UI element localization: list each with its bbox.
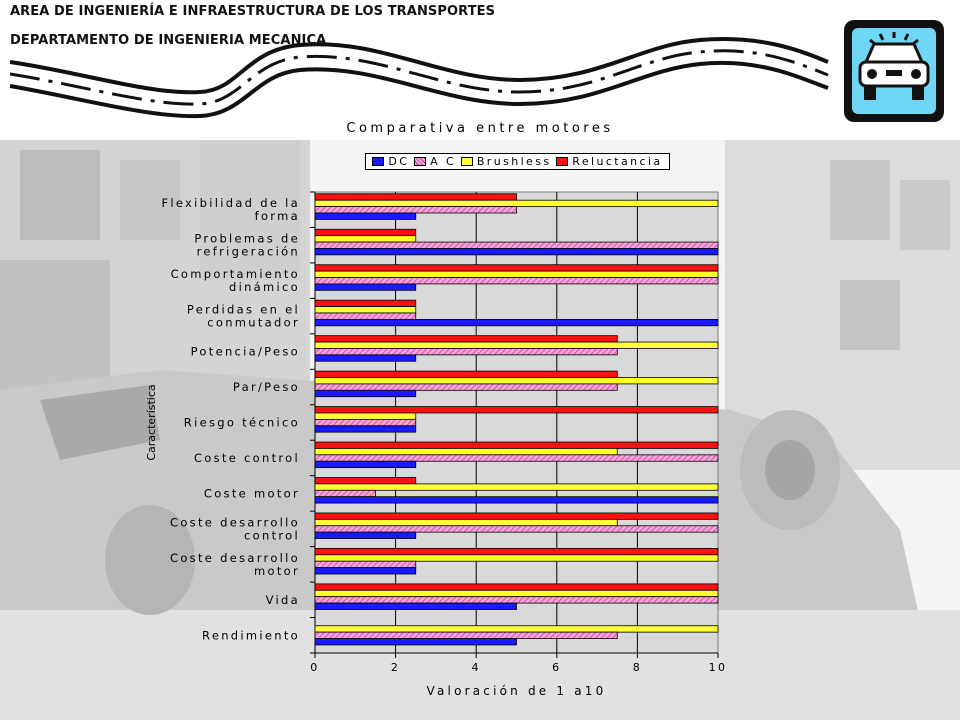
- x-tick-label: 10: [708, 661, 728, 674]
- x-tick-label: 6: [552, 661, 562, 674]
- x-tick-label: 0: [310, 661, 320, 674]
- bar-dc: [315, 213, 416, 219]
- bar-brushless: [315, 555, 718, 561]
- legend-label-ac: A C: [430, 155, 457, 168]
- bar-ac: [315, 419, 416, 425]
- x-axis-title: Valoración de 1 a10: [426, 684, 607, 698]
- y-category-label: dinámico: [229, 280, 300, 295]
- bar-dc: [315, 497, 718, 503]
- bar-brushless: [315, 626, 718, 632]
- bar-ac: [315, 242, 718, 248]
- bar-dc: [315, 568, 416, 574]
- y-axis-title: Característica: [145, 384, 158, 461]
- bar-dc: [315, 461, 416, 467]
- y-category-label: Flexibilidad de la: [161, 196, 300, 211]
- bar-dc: [315, 284, 416, 290]
- bar-dc: [315, 532, 416, 538]
- bar-ac: [315, 384, 617, 390]
- bar-dc: [315, 355, 416, 361]
- bar-dc: [315, 426, 416, 432]
- legend-label-reluctancia: Reluctancia: [572, 155, 663, 168]
- bar-ac: [315, 313, 416, 319]
- y-category-label: motor: [253, 563, 300, 578]
- x-tick-label: 2: [390, 661, 401, 674]
- bar-ac: [315, 490, 375, 496]
- bar-brushless: [315, 590, 718, 596]
- bar-brushless: [315, 484, 718, 490]
- department-area-title: AREA DE INGENIERÍA E INFRAESTRUCTURA DE LOS TRANSPORTES: [10, 4, 496, 19]
- bar-brushless: [315, 342, 718, 348]
- y-category-label: Problemas de: [194, 231, 300, 246]
- bar-brushless: [315, 236, 416, 242]
- legend-label-dc: DC: [388, 155, 410, 168]
- y-category-label: Perdidas en el: [186, 302, 300, 317]
- y-category-label: Coste desarrollo: [170, 515, 300, 530]
- bar-brushless: [315, 200, 718, 206]
- bar-ac: [315, 278, 718, 284]
- bar-dc: [315, 248, 718, 254]
- bar-reluctancia: [315, 477, 416, 483]
- bar-reluctancia: [315, 300, 416, 306]
- y-category-label: refrigeración: [196, 244, 300, 259]
- bar-reluctancia: [315, 513, 718, 519]
- bar-brushless: [315, 271, 718, 277]
- y-category-label: conmutador: [207, 315, 300, 330]
- bar-dc: [315, 639, 517, 645]
- legend-label-brushless: Brushless: [476, 155, 552, 168]
- bar-ac: [315, 526, 718, 532]
- bar-ac: [315, 348, 617, 354]
- bar-brushless: [315, 519, 617, 525]
- bar-reluctancia: [315, 442, 718, 448]
- bar-reluctancia: [315, 371, 617, 377]
- bar-dc: [315, 603, 517, 609]
- y-category-label: forma: [254, 209, 300, 224]
- bar-ac: [315, 207, 517, 213]
- bar-brushless: [315, 307, 416, 313]
- bar-dc: [315, 390, 416, 396]
- y-category-label: Riesgo técnico: [183, 415, 300, 430]
- bar-ac: [315, 597, 718, 603]
- y-category-label: Comportamiento: [170, 267, 300, 282]
- chart-title: Comparativa entre motores: [346, 121, 614, 136]
- x-tick-label: 8: [632, 661, 643, 674]
- y-category-label: Coste desarrollo: [170, 550, 300, 565]
- y-category-label: Rendimiento: [202, 628, 300, 643]
- y-category-label: Potencia/Peso: [190, 344, 300, 359]
- y-category-label: Vida: [265, 592, 300, 607]
- bar-brushless: [315, 413, 416, 419]
- bar-brushless: [315, 448, 617, 454]
- y-category-label: Par/Peso: [232, 380, 300, 395]
- bar-reluctancia: [315, 229, 416, 235]
- bar-brushless: [315, 378, 718, 384]
- bar-reluctancia: [315, 548, 718, 554]
- bar-reluctancia: [315, 194, 517, 200]
- bar-ac: [315, 455, 718, 461]
- bar-reluctancia: [315, 336, 617, 342]
- bar-reluctancia: [315, 265, 718, 271]
- bar-reluctancia: [315, 407, 718, 413]
- y-category-label: Coste control: [193, 450, 300, 465]
- department-name: DEPARTAMENTO DE INGENIERIA MECANICA: [10, 33, 327, 48]
- y-category-label: control: [244, 528, 300, 543]
- bar-ac: [315, 632, 617, 638]
- bar-reluctancia: [315, 584, 718, 590]
- bar-ac: [315, 561, 416, 567]
- x-tick-label: 4: [471, 661, 481, 674]
- y-category-label: Coste motor: [203, 486, 300, 501]
- bar-dc: [315, 319, 718, 325]
